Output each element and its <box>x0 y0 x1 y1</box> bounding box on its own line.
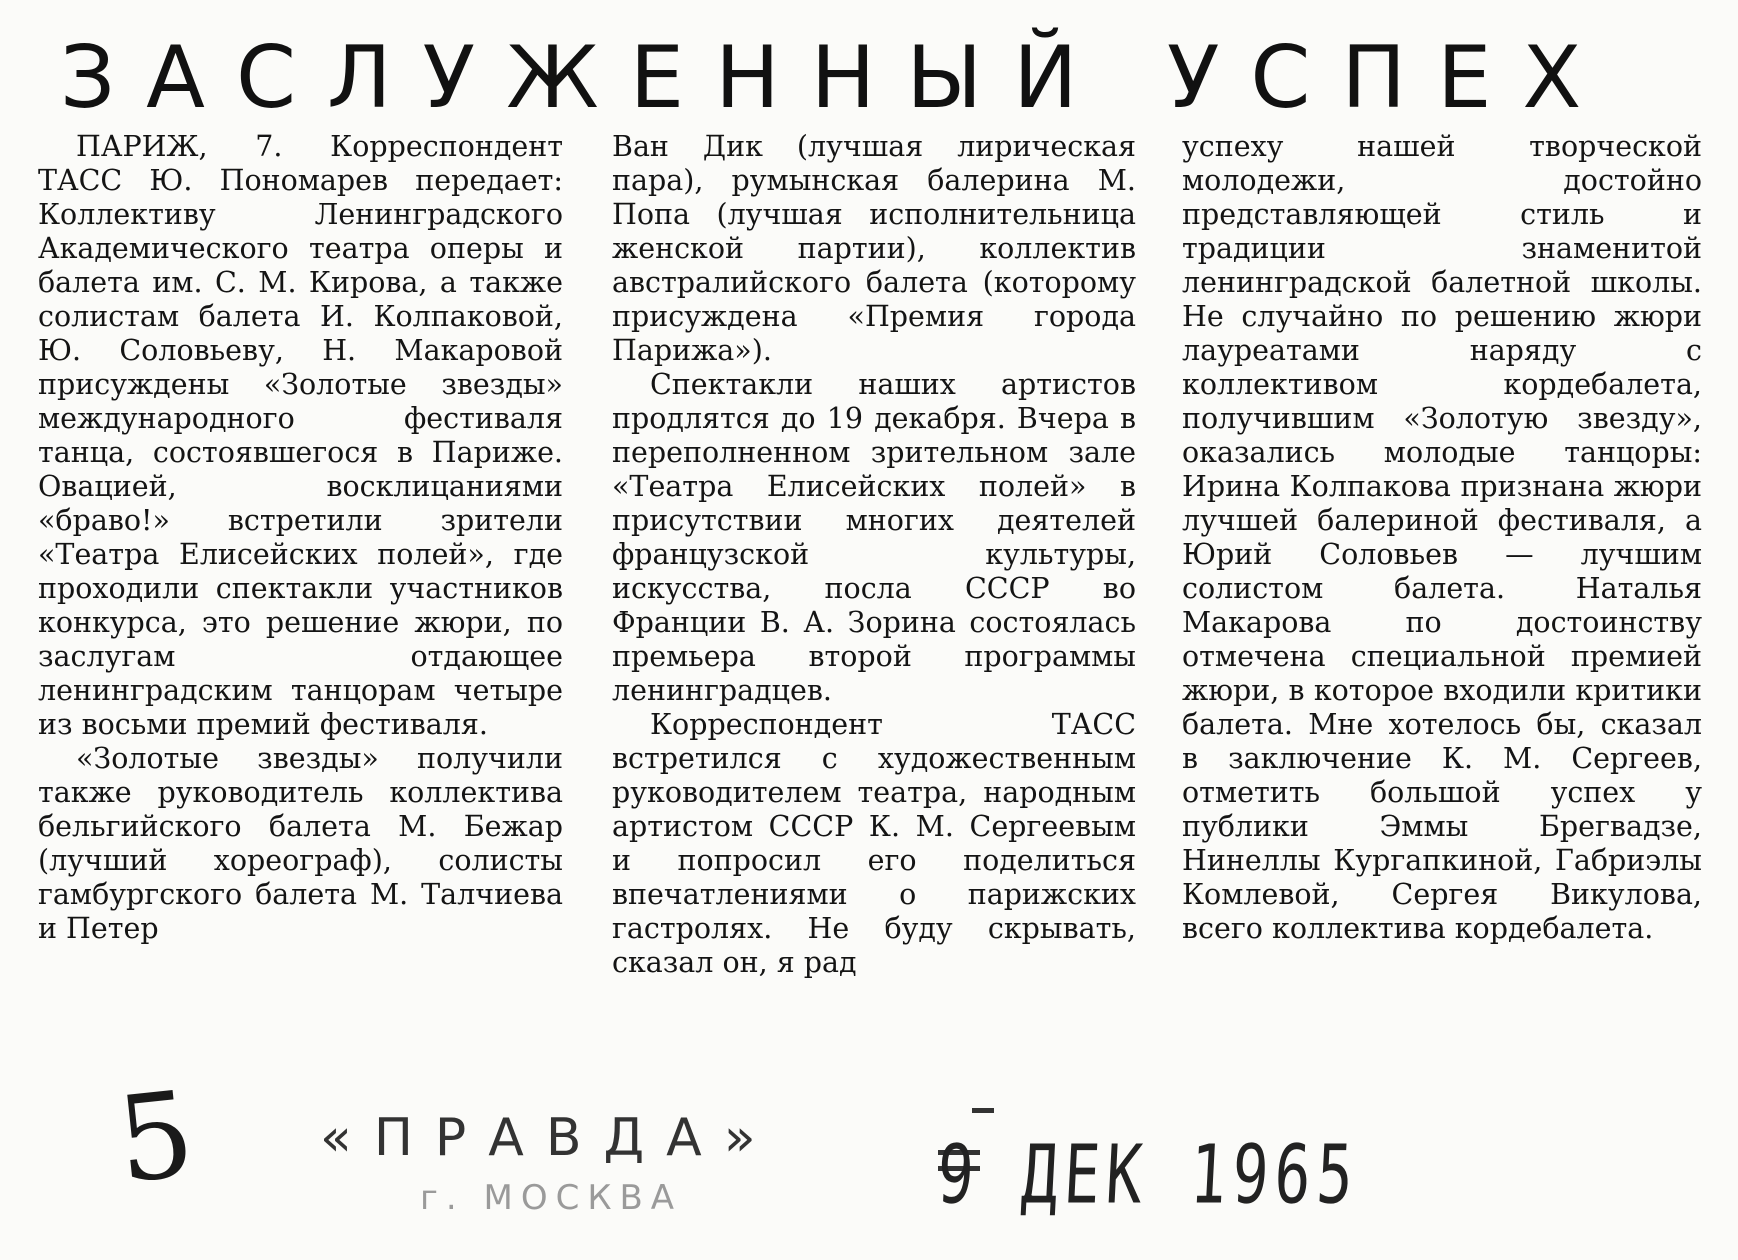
paragraph: Корреспондент ТАСС встретился с художественным руководителем театра, народным артистом СССР К. М. Сергеевым и попросил его поделиться впечатлениями о парижских гастролях. Не буду скрывать, сказал он, я рад <box>612 708 1136 979</box>
stamp-newspaper-name: «ПРАВДА» <box>320 1108 778 1168</box>
paragraph: успеху нашей творческой молодежи, достойно представляющей стиль и традиции знаменитой ленинградской балетной школы. Не случайно по решению жюри лауреатами наряду с коллективом кордебалета, получившим «Золотую звезду», оказались молодые танцоры: Ирина Колпакова признана жюри лучшей балериной фестиваля, а Юрий Соловьев — лучшим солистом балета. Наталья Макарова по достоинству отмечена специальной премией жюри, в которое входили критики балета. Мне хотелось бы, сказал в заключение К. М. Сергеев, отметить большой успех у публики Эммы Брегвадзе, Нинеллы Кургапкиной, Габриэлы Комлевой, Сергея Викулова, всего коллектива кордебалета. <box>1182 130 1702 945</box>
paragraph: Ван Дик (лучшая лирическая пара), румынская балерина М. Попа (лучшая исполнительница женской партии), коллектив австралийского балета (которому присуждена «Премия города Парижа»). <box>612 130 1136 367</box>
paragraph: «Золотые звезды» получили также руководитель коллектива бельгийского балета М. Бежар (лучший хореограф), солисты гамбургского балета М. Талчиева и Петер <box>38 742 563 945</box>
headline: ЗАСЛУЖЕННЫЙ УСПЕХ <box>60 28 1613 128</box>
stamp-dash <box>972 1108 994 1113</box>
paragraph: Спектакли наших артистов продлятся до 19 декабря. Вчера в переполненном зрительном зале «Театра Елисейских полей» в присутствии многих деятелей французской культуры, искусства, посла СССР во Франции В. А. Зорина состоялась премьера второй программы ленинградцев. <box>612 368 1136 707</box>
paragraph: ПАРИЖ, 7. Корреспондент ТАСС Ю. Пономарев передает: Коллективу Ленинградского Академического театра оперы и балета им. С. М. Кирова, а также солистам балета И. Колпаковой, Ю. Соловьеву, Н. Макаровой присуждены «Золотые звезды» международного фестиваля танца, состоявшегося в Париже. Овацией, восклицаниями «браво!» встретили зрители «Театра Елисейских полей», где проходили спектакли участников конкурса, это решение жюри, по заслугам отдающее ленинградским танцорам четыре из восьми премий фестиваля. <box>38 130 563 741</box>
article-column-2 <box>612 130 1136 980</box>
article-column-1 <box>38 130 563 946</box>
stamp-date: 9 ДЕК 1965 <box>935 1128 1362 1223</box>
handwritten-number: 5 <box>110 1064 201 1210</box>
stamp-city: г. МОСКВА <box>420 1178 683 1218</box>
article-column-3 <box>1182 130 1702 946</box>
